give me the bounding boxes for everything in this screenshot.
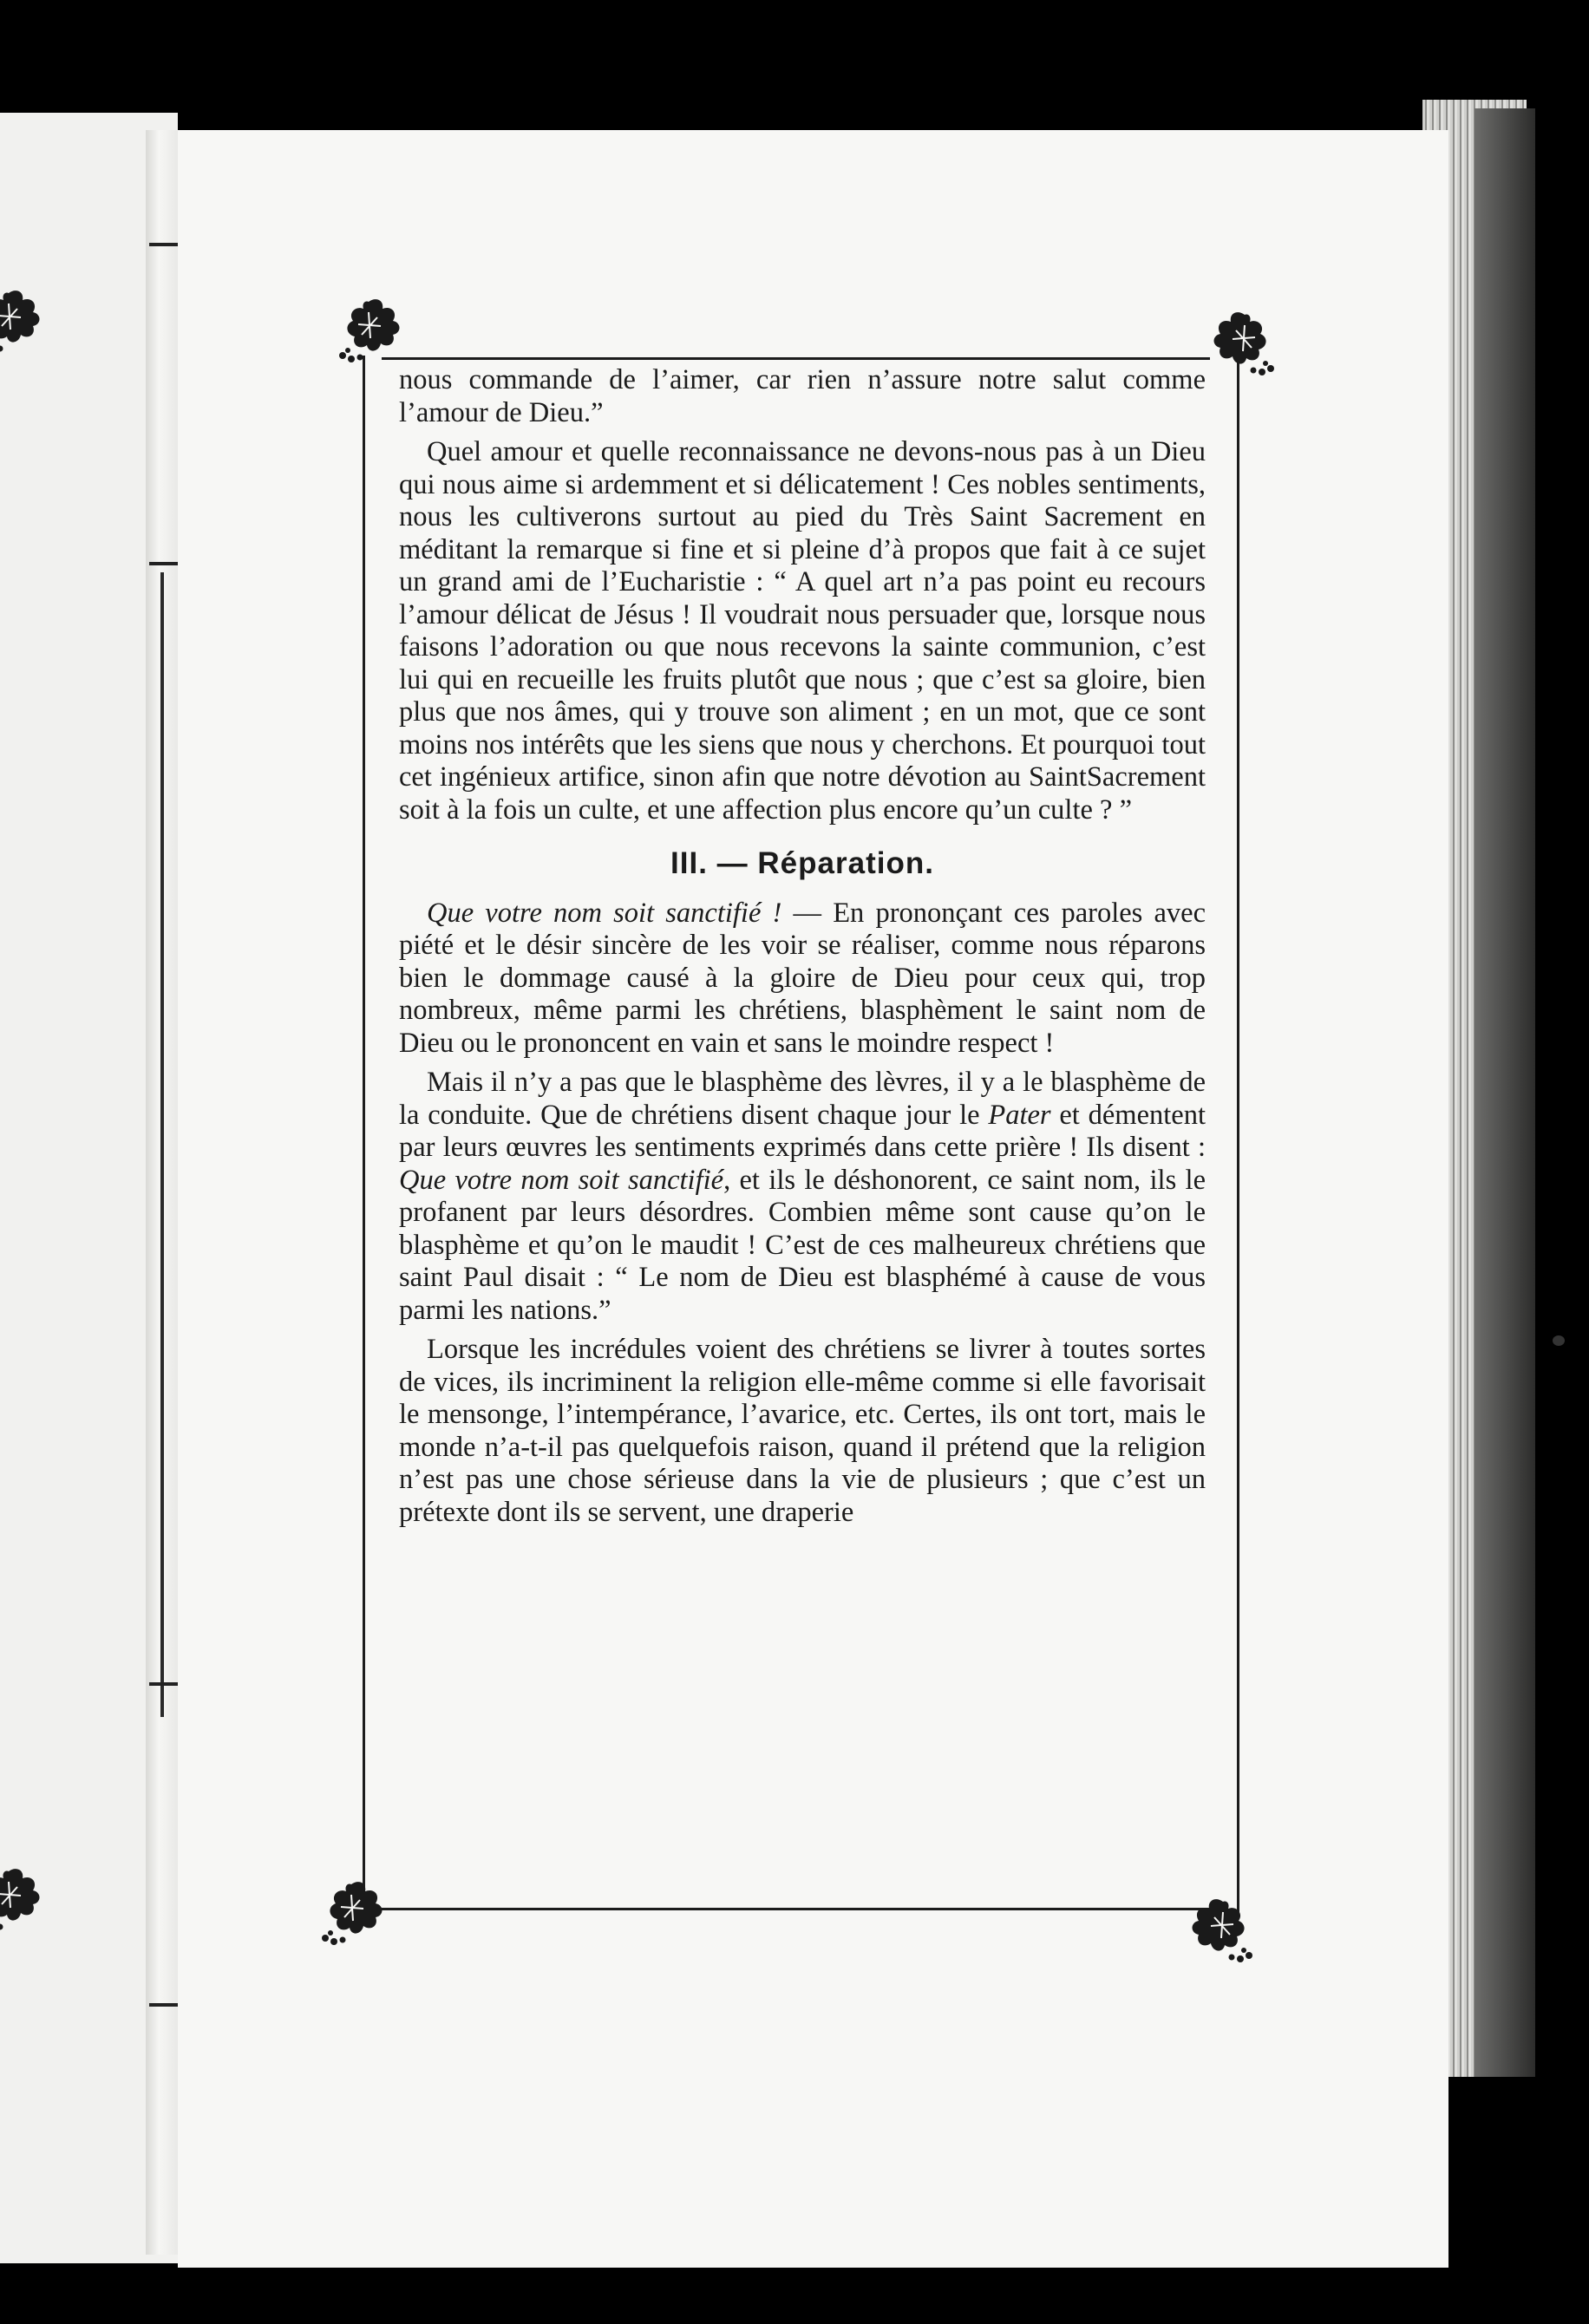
paragraph-text: — En prononçant ces paroles avec piété et le désir sincère de les voir se réaliser, comme nous réparons bien le dommage causé à la gloire de Dieu pour ceux qui, trop nombreux, même parmi les chrétiens, blasphèment le saint nom de Dieu ou le prononcent en vain et sans le moindre respect ! [399, 897, 1206, 1059]
paper-speck [1553, 1335, 1565, 1346]
paragraph-love-gratitude: Quel amour et quelle reconnaissance ne devons-nous pas à un Dieu qui nous aime si ardemment et si délicatement ! Ces nobles sentiments, nous les cultiverons surtout au pied du Très Saint Sacrement en méditant la remarque si fine et si pleine d’à propos que fait à ce sujet un grand ami de l’Eucharistie : “ A quel art n’a pas point eu recours l’amour délicat de Jésus ! Il voudrait nous persuader que, lorsque nous faisons l’adoration ou que nous recevons la sainte communion, c’est lui qui en recueille les fruits plutôt que nous ; que c’est sa gloire, bien plus que nos âmes, qui y trouve son aliment ; en un mot, que ce sont moins nos intérêts que les siens que nous y cherchons. Et pourquoi tout cet ingénieux artifice, sinon afin que notre dévotion au SaintSacrement soit à la fois un culte, et une affection plus encore qu’un culte ? ” [399, 436, 1206, 826]
binding-thread [160, 572, 164, 1717]
paragraph-hallowed-name [399, 898, 1206, 1061]
page-text [399, 364, 1206, 1529]
left-page-ornament-top [0, 286, 43, 356]
paragraph-text: Mais il n’y a pas que le blasphème des lèvres, il y a le blasphème de la conduite. Que de chrétiens disent chaque jour le [399, 1067, 1206, 1131]
continuation-paragraph: nous commande de l’aimer, car rien n’assure notre salut comme l’amour de Dieu.” [399, 364, 1206, 428]
italic-prayer-quote: Que votre nom soit sanctifié [399, 1164, 724, 1196]
vine-leaf-ornament-bottom-left [317, 1877, 386, 1947]
left-page-ornament-bottom [0, 1864, 43, 1934]
italic-pater: Pater [988, 1099, 1051, 1131]
paragraph-text: , et ils le déshonorent, ce saint nom, ils le profanent par leurs désordres. Combien même sont cause qu’on le blasphème et qu’on le maudit ! C’est de ces malheureux chrétiens que saint Paul disait : “ Le nom de Dieu est blasphémé à cause de vous parmi les nations.” [399, 1164, 1206, 1326]
paragraph-unbelievers: Lorsque les incrédules voient des chrétiens se livrer à toutes sortes de vices, ils incriminent la religion elle-même comme si elle favorisait le mensonge, l’intempérance, l’avarice, etc. Certes, ils ont tort, mais le monde n’a-t-il pas quelquefois raison, quand il prétend que la religion n’est pas une chose sérieuse dans la vie de plusieurs ; que c’est un prétexte dont ils se servent, une draperie [399, 1334, 1206, 1528]
vine-leaf-ornament-top-right [1210, 308, 1279, 377]
vine-leaf-ornament-top-left [334, 295, 403, 364]
paragraph-blasphemy-conduct [399, 1067, 1206, 1327]
section-heading: III. — Réparation. [670, 846, 934, 880]
vine-leaf-ornament-bottom-right [1188, 1895, 1258, 1964]
paragraph-text: et démentent par leurs œuvres les sentiments exprimés dans cette prière ! Ils disent : [399, 1099, 1206, 1163]
italic-prayer-quote: Que votre nom soit sanctifié ! [427, 897, 782, 929]
book-edge-shadow [1475, 108, 1535, 2077]
